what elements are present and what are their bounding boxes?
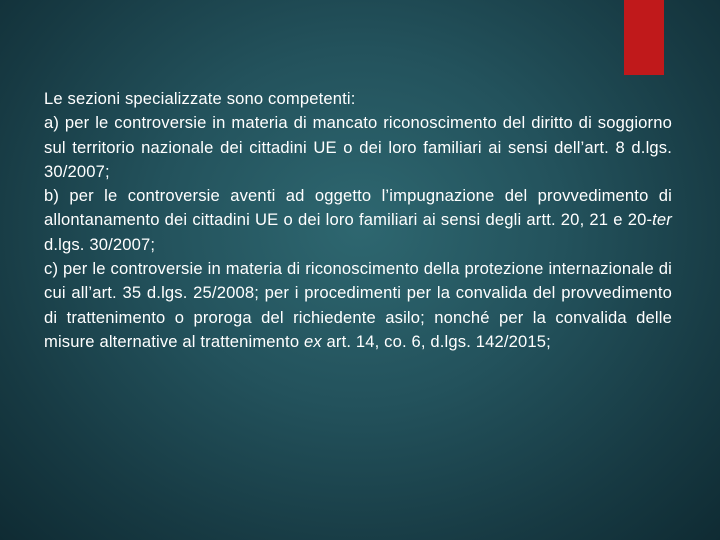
item-b-text: b) per le controversie aventi ad oggetto l’impugnazione del provvedimento di allontanamento dei cittadini UE o dei loro familiari ai sensi degli artt. 20, 21 e 20- — [44, 186, 672, 230]
item-b-text-end: d.lgs. 30/2007; — [44, 234, 156, 254]
item-b-paragraph — [44, 184, 672, 257]
item-c-text-end: art. 14, co. 6, d.lgs. 142/2015; — [321, 331, 551, 351]
item-b-italic-text: ter — [652, 210, 672, 230]
item-c-italic-text: ex — [303, 331, 322, 351]
item-c-text: c) per le controversie in materia di riconoscimento della protezione internazionale di cui all’art. 35 d.lgs. 25/2008; per i procedimenti per la convalida del provvedimento di trattenimento o proroga del richiedente asilo; nonché per la convalida delle misure alternative al trattenimento — [44, 259, 672, 351]
slide-body-text — [44, 87, 672, 354]
intro-paragraph: Le sezioni specializzate sono competenti: — [44, 89, 356, 108]
item-a-paragraph: a) per le controversie in materia di mancato riconoscimento del diritto di soggiorno sul territorio nazionale dei cittadini UE o dei loro familiari ai sensi dell’art. 8 d.lgs. 30/2007; — [44, 113, 672, 181]
item-c-paragraph — [44, 257, 672, 354]
accent-bar — [624, 0, 664, 75]
